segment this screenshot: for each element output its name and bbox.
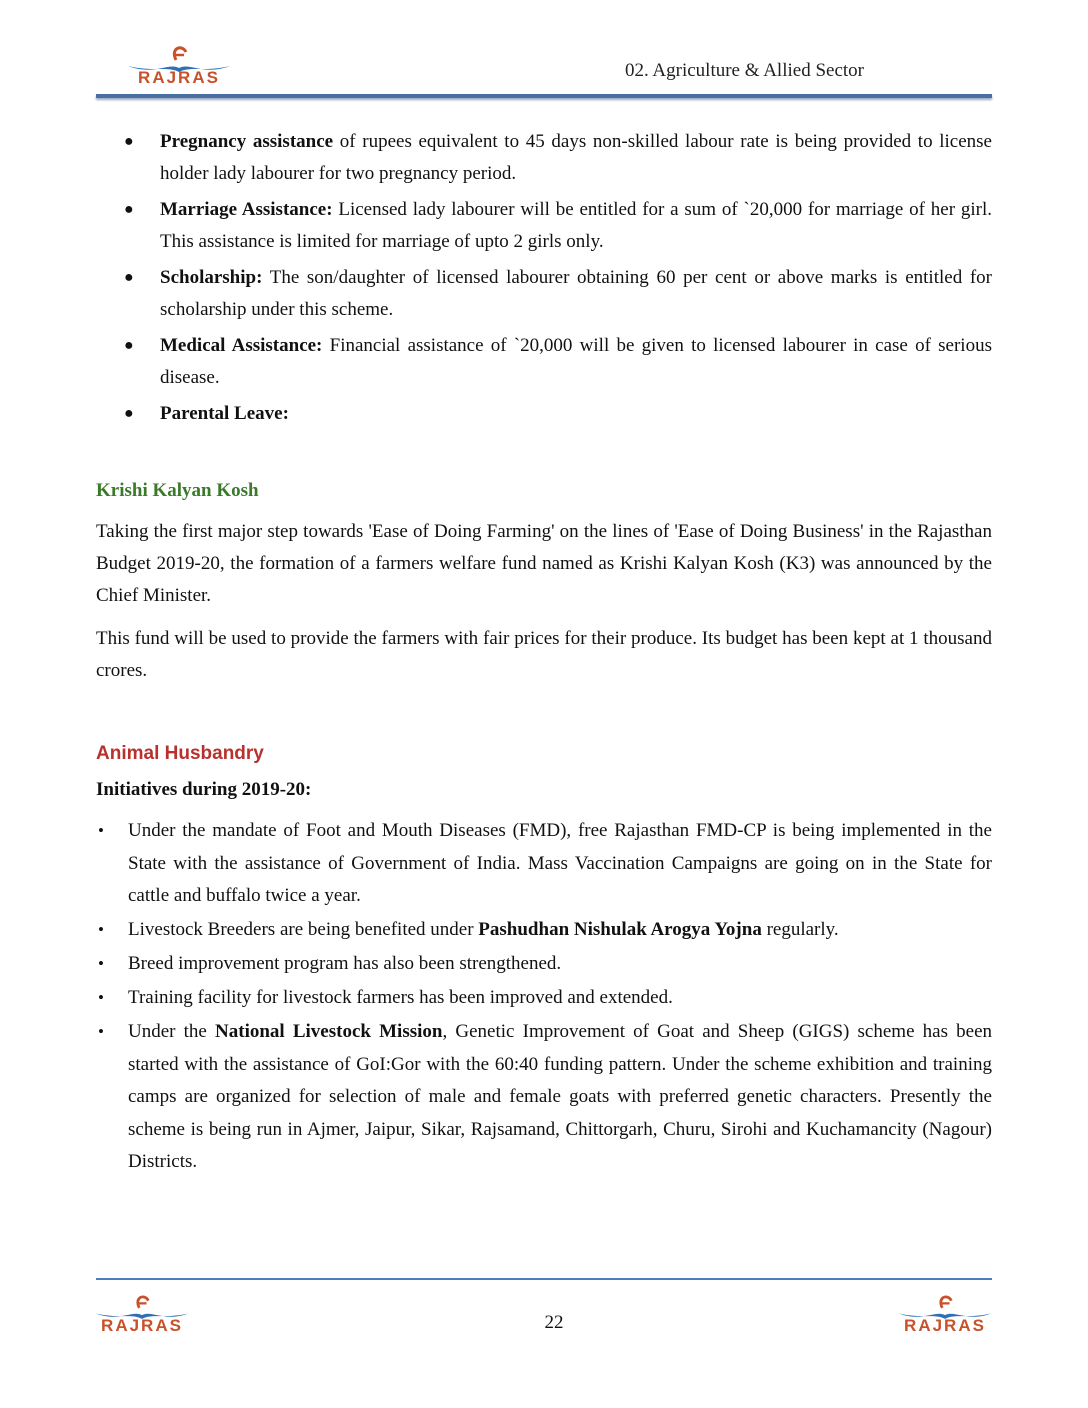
item-label: Marriage Assistance: — [160, 199, 333, 220]
item-bold: National Livestock Mission — [215, 1021, 443, 1042]
list-item — [96, 948, 992, 981]
footer-logo-text: RAJRAS — [904, 1316, 986, 1335]
page-content — [96, 126, 992, 1180]
item-text: , Genetic Improvement of Goat and Sheep (GIGS) scheme has been started with the assistance of GoI:Gor with the 60:40 funding pattern. Under the scheme exhibition and training camps are organized for selection of male and female goats with preferred genetic characters. Presently the scheme is being run in Ajmer, Jaipur, Sikar, Rajsamand, Chittorgarh, Churu, Sirohi and Kuchamancity (Nagour) Districts. — [128, 1021, 993, 1172]
item-label: Parental Leave: — [160, 403, 289, 424]
bullet-icon: • — [98, 988, 104, 1007]
item-label: Scholarship: — [160, 267, 263, 288]
item-text: Training facility for livestock farmers has been improved and extended. — [128, 987, 673, 1008]
initiatives-list — [96, 815, 992, 1179]
benefits-list — [96, 126, 992, 430]
krishi-paragraph-2: This fund will be used to provide the farmers with fair prices for their produce. Its budget has been kept at 1 thousand crores. — [96, 628, 992, 681]
item-label: Medical Assistance: — [160, 335, 323, 356]
item-text: Breed improvement program has also been strengthened. — [128, 953, 562, 974]
item-text: Under the mandate of Foot and Mouth Diseases (FMD), free Rajasthan FMD-CP is being implemented in the State with the assistance of Government of India. Mass Vaccination Campaigns are going on in the State for cattle and buffalo twice a year. — [128, 820, 992, 906]
bullet-icon: • — [98, 954, 104, 973]
list-item — [96, 194, 992, 258]
list-item — [96, 262, 992, 326]
item-text: Livestock Breeders are being benefited under — [128, 919, 479, 940]
page-number: 22 — [544, 1312, 564, 1333]
bullet-icon: • — [98, 920, 104, 939]
item-text: of rupees equivalent to 45 days non-skilled labour rate is being provided to license holder lady labourer for two pregnancy period. — [160, 131, 992, 184]
footer-logo-right — [895, 1290, 995, 1340]
header-title: 02. Agriculture & Allied Sector — [624, 60, 864, 81]
item-text: Licensed lady labourer will be entitled for a sum of `20,000 for marriage of her girl. This assistance is limited for marriage of upto 2 girls only. — [160, 199, 992, 252]
list-item — [96, 815, 992, 913]
footer-logo-text: RAJRAS — [101, 1316, 183, 1335]
item-text: regularly. — [761, 919, 839, 940]
footer-rule — [96, 1278, 992, 1280]
list-item — [96, 914, 992, 947]
header-logo — [124, 42, 234, 92]
section-heading-krishi: Krishi Kalyan Kosh — [96, 480, 259, 501]
item-label: Pregnancy assistance — [160, 131, 334, 152]
header-logo-text: RAJRAS — [138, 68, 220, 87]
bullet-icon: ● — [124, 337, 134, 354]
initiatives-subheading: Initiatives during 2019-20: — [96, 779, 312, 800]
section-heading-animal: Animal Husbandry — [96, 743, 264, 764]
item-text: Financial assistance of `20,000 will be given to licensed labourer in case of serious disease. — [160, 335, 992, 388]
bullet-icon: ● — [124, 269, 134, 286]
list-item — [96, 398, 992, 430]
bullet-icon: ● — [124, 405, 134, 422]
header-rule — [96, 94, 992, 98]
krishi-paragraph-1: Taking the first major step towards 'Ease of Doing Farming' on the lines of 'Ease of Doing Business' in the Rajasthan Budget 2019-20, the formation of a farmers welfare fund named as Krishi Kalyan Kosh (K3) was announced by the Chief Minister. — [96, 521, 992, 606]
item-text: Under the — [128, 1021, 216, 1042]
list-item — [96, 330, 992, 394]
list-item — [96, 982, 992, 1015]
bullet-icon: • — [98, 1022, 104, 1041]
footer-logo-left — [92, 1290, 192, 1340]
list-item — [96, 126, 992, 190]
bullet-icon: • — [98, 821, 104, 840]
list-item — [96, 1016, 992, 1179]
bullet-icon: ● — [124, 201, 134, 218]
bullet-icon: ● — [124, 133, 134, 150]
item-bold: Pashudhan Nishulak Arogya Yojna — [478, 919, 762, 940]
item-text: The son/daughter of licensed labourer obtaining 60 per cent or above marks is entitled for scholarship under this scheme. — [160, 267, 992, 320]
